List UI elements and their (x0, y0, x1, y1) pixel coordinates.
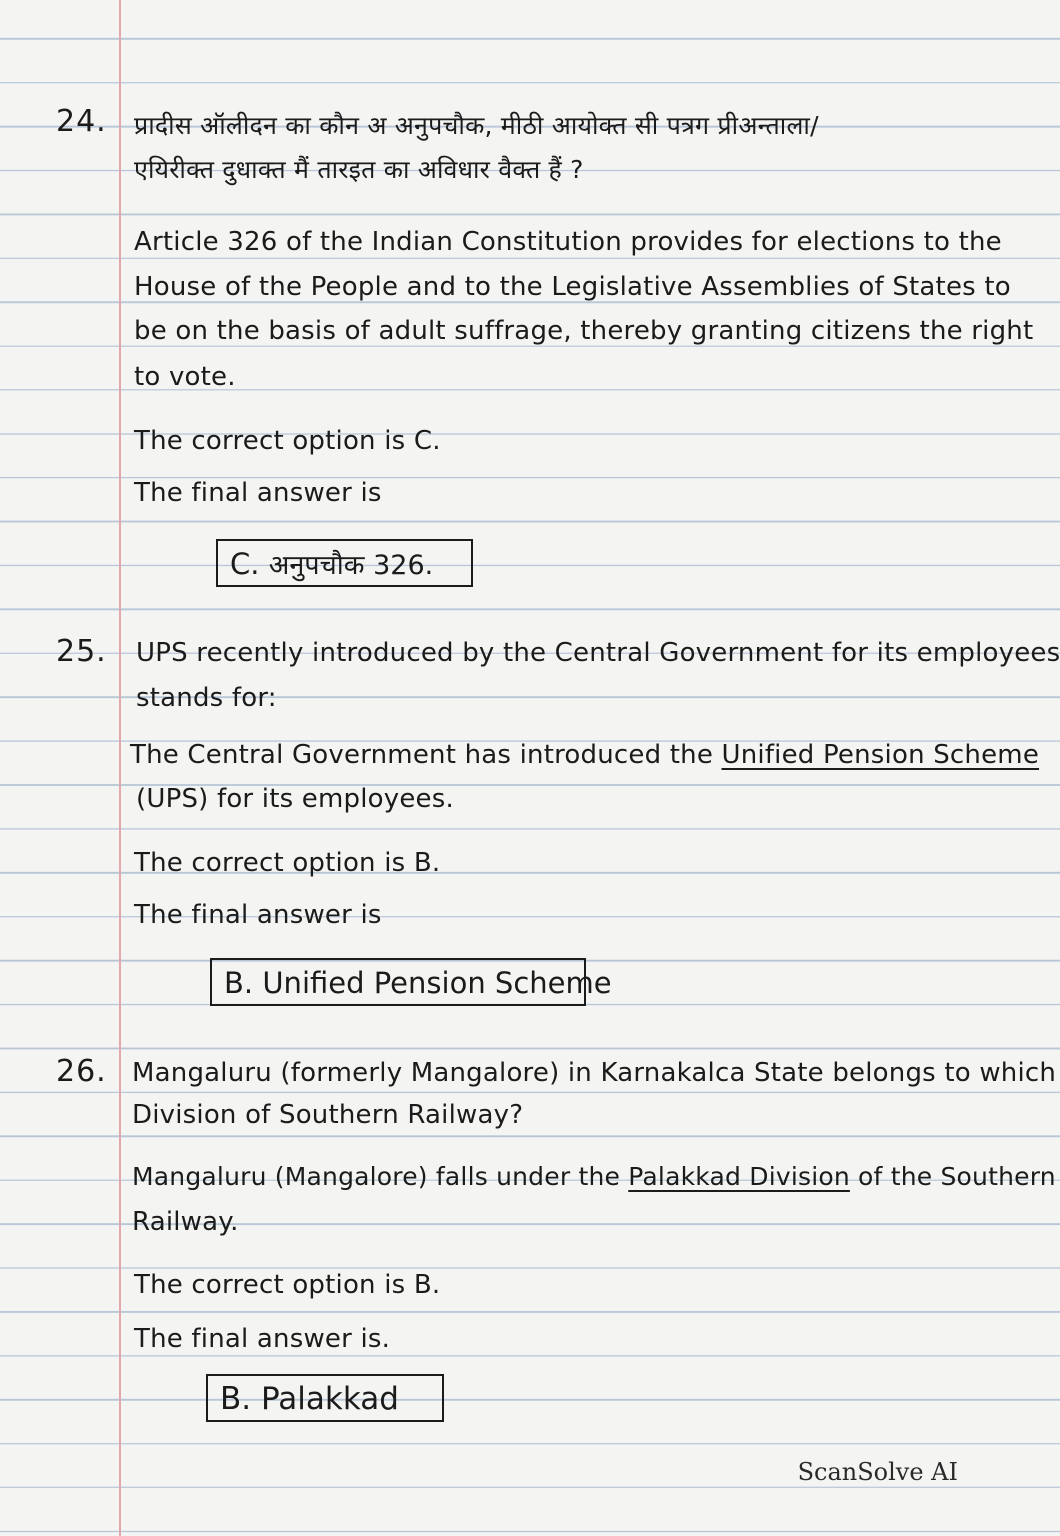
question-25-number: 25. (56, 634, 107, 669)
q25-explanation-prefix: The Central Government has introduced the (130, 740, 714, 770)
q26-explanation-suffix: of the Southern (858, 1162, 1056, 1191)
q26-explanation-underlined: Palakkad Division (628, 1162, 850, 1191)
question-25-text-line1: UPS recently introduced by the Central Government for its employees (136, 638, 1060, 668)
q25-answer-box: B. Unified Pension Scheme (210, 958, 586, 1006)
q25-explanation-underlined: Unified Pension Scheme (721, 740, 1040, 770)
footer-brand: ScanSolve AI (797, 1458, 958, 1486)
q24-answer-text: अनुपचौक 326. (268, 550, 434, 581)
q24-explanation-line1: Article 326 of the Indian Constitution provides for elections to the (134, 227, 1002, 257)
q25-correct-option: The correct option is B. (134, 848, 441, 878)
q26-explanation-line2: Railway. (132, 1207, 239, 1237)
question-26-number: 26. (56, 1054, 107, 1089)
q26-explanation-line1 (132, 1162, 1056, 1191)
margin-line (119, 0, 121, 1536)
q24-correct-option: The correct option is C. (134, 426, 441, 456)
question-24-text-line2: एयिरीक्त दुधाक्त मैं तारइत का अविधार वैक्त हैं ? (134, 155, 584, 184)
q25-explanation-line2: (UPS) for its employees. (136, 784, 454, 814)
q24-explanation-line4: to vote. (134, 362, 236, 392)
q26-answer-box: B. Palakkad (206, 1374, 444, 1422)
q25-explanation-line1 (130, 740, 1039, 770)
question-26-text-line2: Division of Southern Railway? (132, 1100, 524, 1130)
q26-correct-option: The correct option is B. (134, 1270, 441, 1300)
q24-explanation-line3: be on the basis of adult suffrage, thereby granting citizens the right (134, 316, 1034, 346)
question-24-text-line1: प्रादीस ऑलीदन का कौन अ अनुपचौक, मीठी आयोक्त सी पत्रग प्रीअन्ताला/ (134, 111, 819, 140)
q24-answer-letter: C. (230, 547, 260, 581)
q24-explanation-line2: House of the People and to the Legislative Assemblies of States to (134, 272, 1011, 302)
q26-explanation-prefix: Mangaluru (Mangalore) falls under the (132, 1162, 621, 1191)
question-25-text-line2: stands for: (136, 683, 277, 713)
q26-final-answer-label: The final answer is. (134, 1324, 391, 1354)
question-26-text-line1: Mangaluru (formerly Mangalore) in Karnakalca State belongs to which (132, 1058, 1057, 1088)
question-24-number: 24. (56, 104, 107, 139)
q24-final-answer-label: The final answer is (134, 478, 382, 508)
q25-final-answer-label: The final answer is (134, 900, 382, 930)
q24-answer-box (216, 539, 473, 587)
